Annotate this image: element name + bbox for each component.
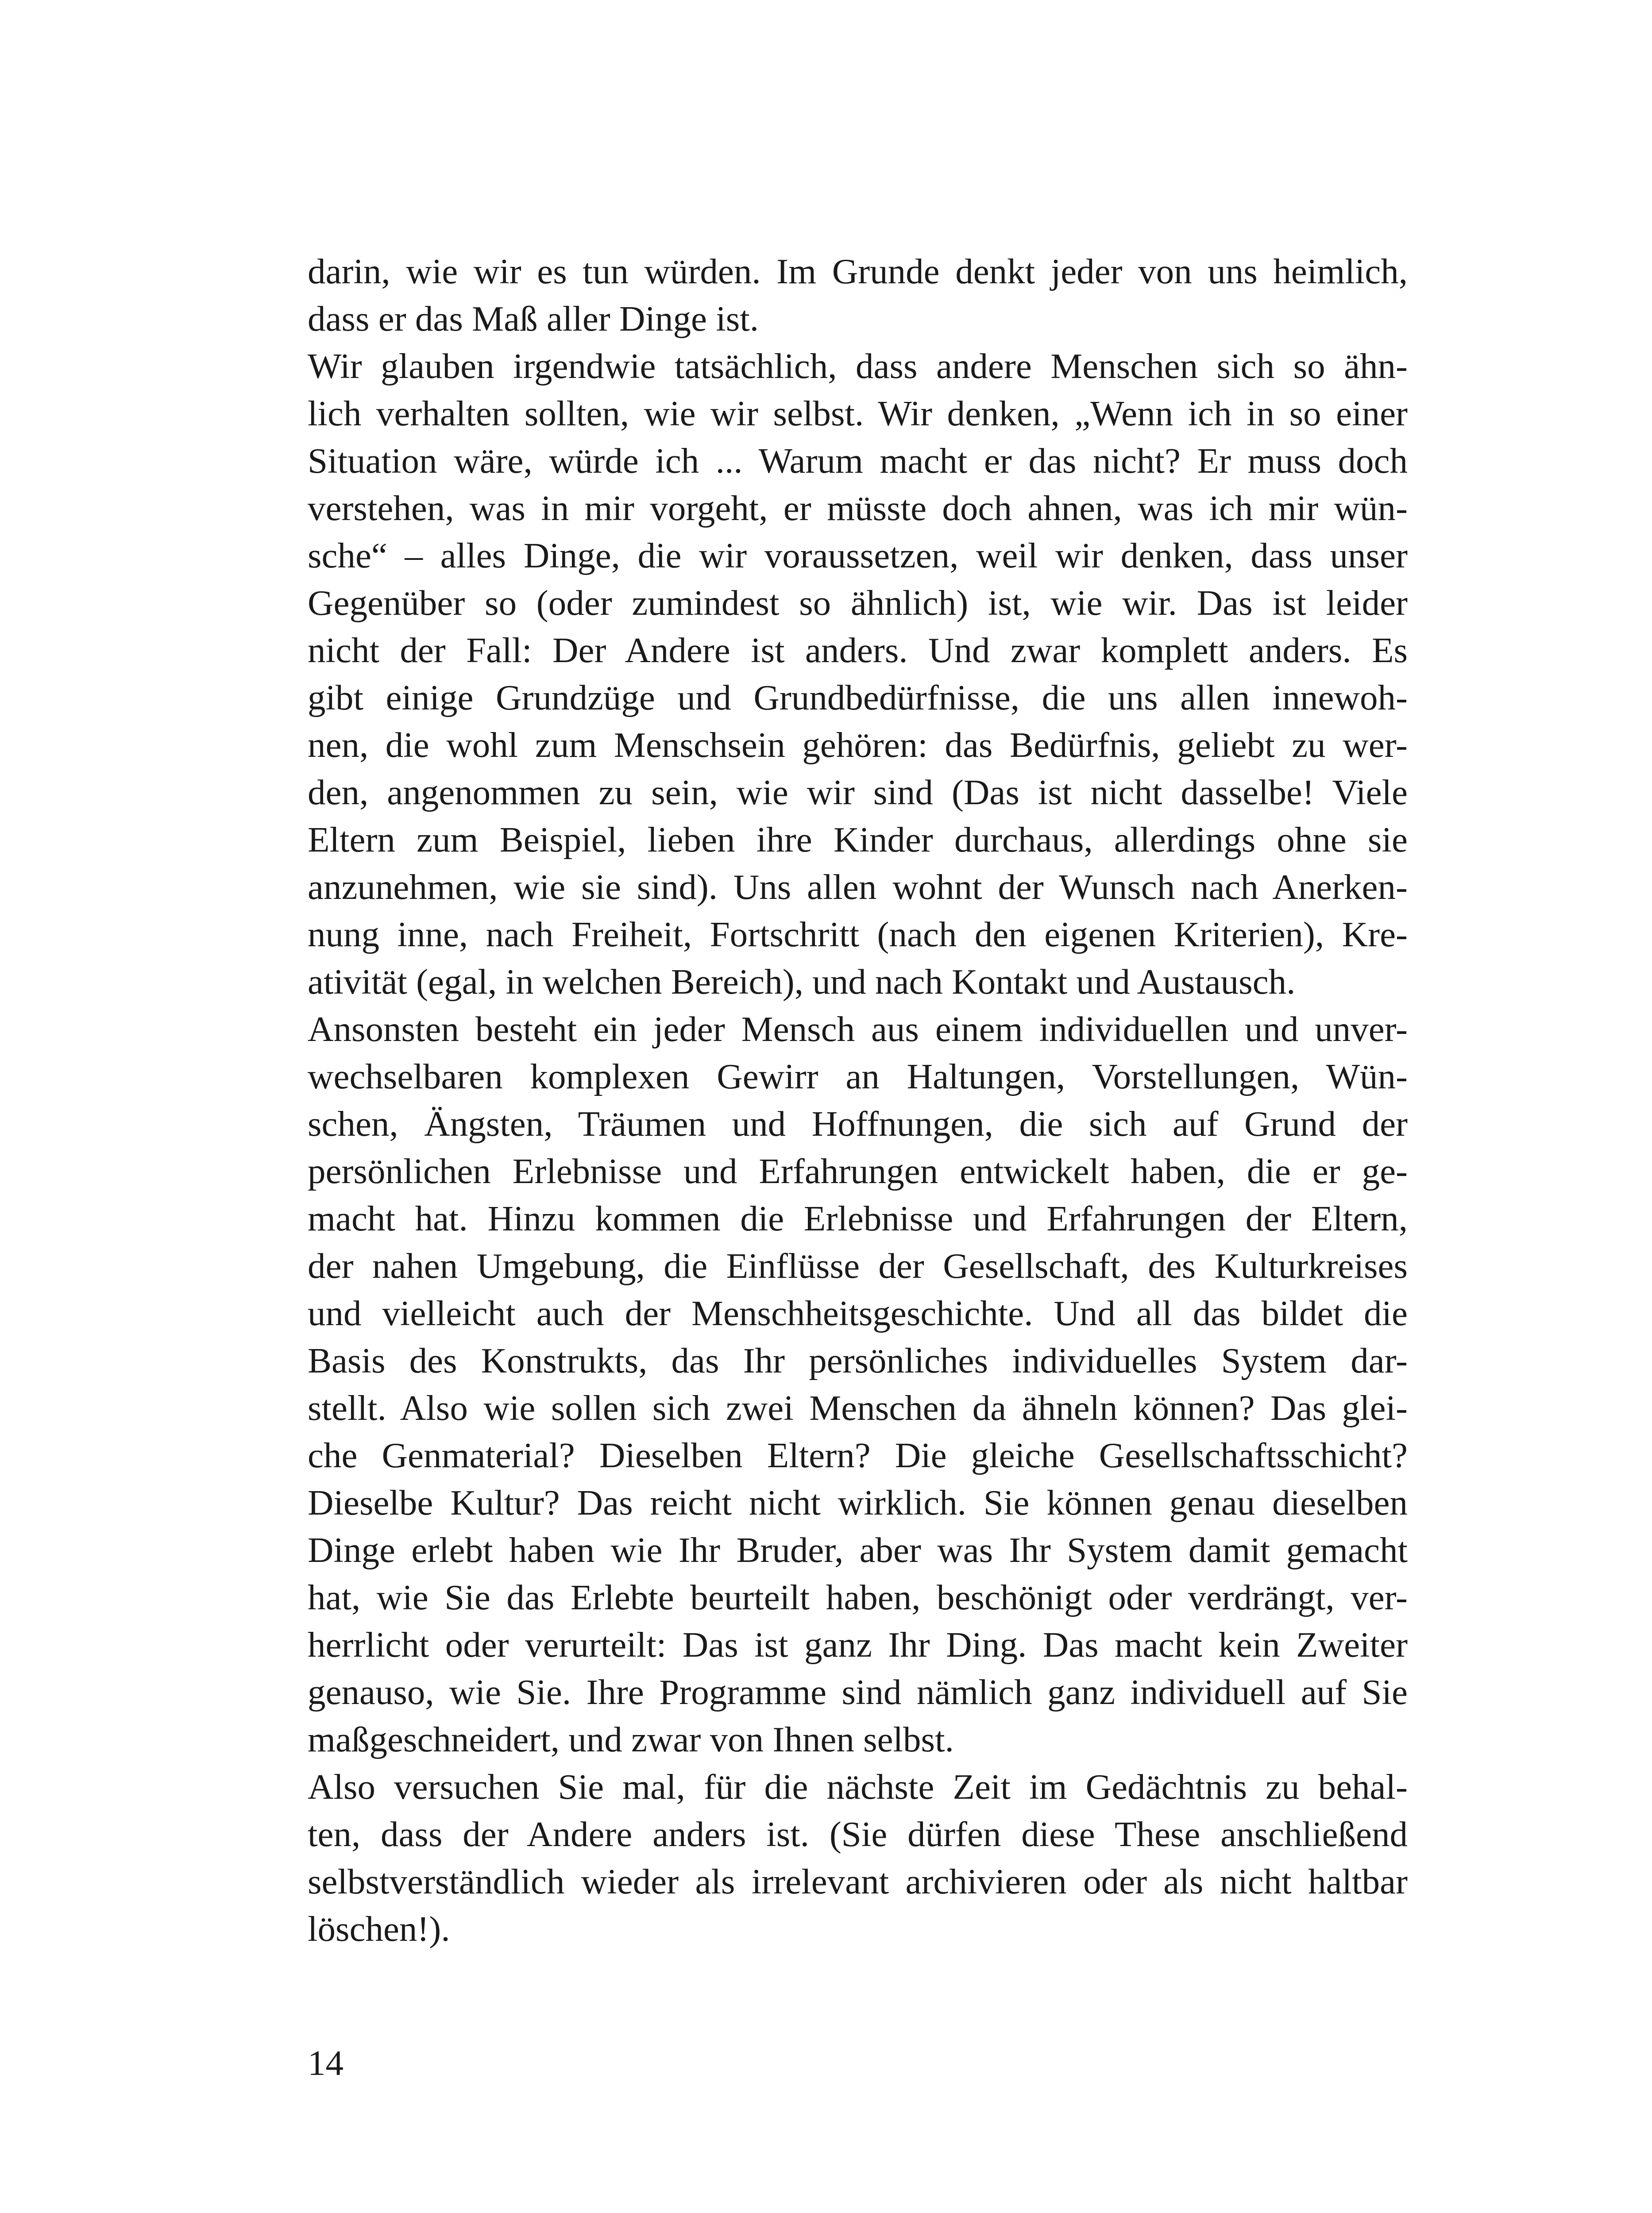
text-line: verstehen, was in mir vorgeht, er müsste doch ahnen, was ich mir wün- bbox=[308, 488, 1408, 528]
text-line: gibt einige Grundzüge und Grundbedürfnisse, die uns allen innewoh- bbox=[308, 678, 1408, 717]
text-line: Gegenüber so (oder zumindest so ähnlich) ist, wie wir. Das ist leider bbox=[308, 583, 1408, 623]
text-line: nicht der Fall: Der Andere ist anders. Und zwar komplett anders. Es bbox=[308, 630, 1408, 670]
text-line: Basis des Konstrukts, das Ihr persönliches individuelles System dar- bbox=[308, 1341, 1408, 1380]
text-line: stellt. Also wie sollen sich zwei Menschen da ähneln können? Das glei- bbox=[308, 1388, 1408, 1428]
text-line: der nahen Umgebung, die Einflüsse der Gesellschaft, des Kulturkreises bbox=[308, 1246, 1408, 1286]
text-line: maßgeschneidert, und zwar von Ihnen selbst. bbox=[308, 1720, 954, 1759]
text-line: wechselbaren komplexen Gewirr an Haltungen, Vorstellungen, Wün- bbox=[308, 1056, 1408, 1096]
text-line: den, angenommen zu sein, wie wir sind (Das ist nicht dasselbe! Viele bbox=[308, 772, 1408, 812]
text-line: Eltern zum Beispiel, lieben ihre Kinder durchaus, allerdings ohne sie bbox=[308, 820, 1408, 860]
text-line: lich verhalten sollten, wie wir selbst. Wir denken, „Wenn ich in so einer bbox=[308, 393, 1408, 433]
paragraph bbox=[308, 343, 1408, 1006]
text-line: Wir glauben irgendwie tatsächlich, dass andere Menschen sich so ähn- bbox=[308, 346, 1408, 386]
text-line: ten, dass der Andere anders ist. (Sie dürfen diese These anschließend bbox=[308, 1814, 1408, 1854]
text-line: Also versuchen Sie mal, für die nächste Zeit im Gedächtnis zu behal- bbox=[308, 1767, 1408, 1807]
text-line: nung inne, nach Freiheit, Fortschritt (nach den eigenen Kriterien), Kre- bbox=[308, 914, 1408, 954]
text-line: Dieselbe Kultur? Das reicht nicht wirklich. Sie können genau dieselben bbox=[308, 1483, 1408, 1523]
text-line: herrlicht oder verurteilt: Das ist ganz Ihr Ding. Das macht kein Zweiter bbox=[308, 1625, 1408, 1665]
text-line: dass er das Maß aller Dinge ist. bbox=[308, 299, 759, 339]
text-line: hat, wie Sie das Erlebte beurteilt haben, beschönigt oder verdrängt, ver- bbox=[308, 1577, 1408, 1617]
paragraph bbox=[308, 1763, 1408, 1953]
text-line: genauso, wie Sie. Ihre Programme sind nämlich ganz individuell auf Sie bbox=[308, 1672, 1408, 1712]
text-line: und vielleicht auch der Menschheitsgeschichte. Und all das bildet die bbox=[308, 1293, 1408, 1333]
paragraph bbox=[308, 248, 1408, 343]
body-text bbox=[308, 248, 1408, 1953]
text-line: selbstverständlich wieder als irrelevant archivieren oder als nicht haltbar bbox=[308, 1862, 1408, 1901]
text-line: Situation wäre, würde ich ... Warum macht er das nicht? Er muss doch bbox=[308, 441, 1408, 481]
text-line: anzunehmen, wie sie sind). Uns allen wohnt der Wunsch nach Anerken- bbox=[308, 867, 1408, 907]
text-line: Ansonsten besteht ein jeder Mensch aus einem individuellen und unver- bbox=[308, 1009, 1408, 1049]
paragraph bbox=[308, 1006, 1408, 1763]
text-line: sche“ – alles Dinge, die wir voraussetzen, weil wir denken, dass unser bbox=[308, 536, 1408, 575]
text-line: darin, wie wir es tun würden. Im Grunde denkt jeder von uns heimlich, bbox=[308, 251, 1408, 291]
text-line: persönlichen Erlebnisse und Erfahrungen entwickelt haben, die er ge- bbox=[308, 1151, 1408, 1191]
text-line: ativität (egal, in welchen Bereich), und nach Kontakt und Austausch. bbox=[308, 962, 1296, 1002]
text-line: Dinge erlebt haben wie Ihr Bruder, aber was Ihr System damit gemacht bbox=[308, 1530, 1408, 1570]
text-line: schen, Ängsten, Träumen und Hoffnungen, die sich auf Grund der bbox=[308, 1104, 1408, 1144]
text-line: löschen!). bbox=[308, 1909, 450, 1949]
page-number: 14 bbox=[308, 2043, 344, 2083]
text-line: nen, die wohl zum Menschsein gehören: das Bedürfnis, geliebt zu wer- bbox=[308, 725, 1408, 765]
text-line: che Genmaterial? Dieselben Eltern? Die gleiche Gesellschaftsschicht? bbox=[308, 1435, 1408, 1475]
text-line: macht hat. Hinzu kommen die Erlebnisse und Erfahrungen der Eltern, bbox=[308, 1199, 1408, 1238]
